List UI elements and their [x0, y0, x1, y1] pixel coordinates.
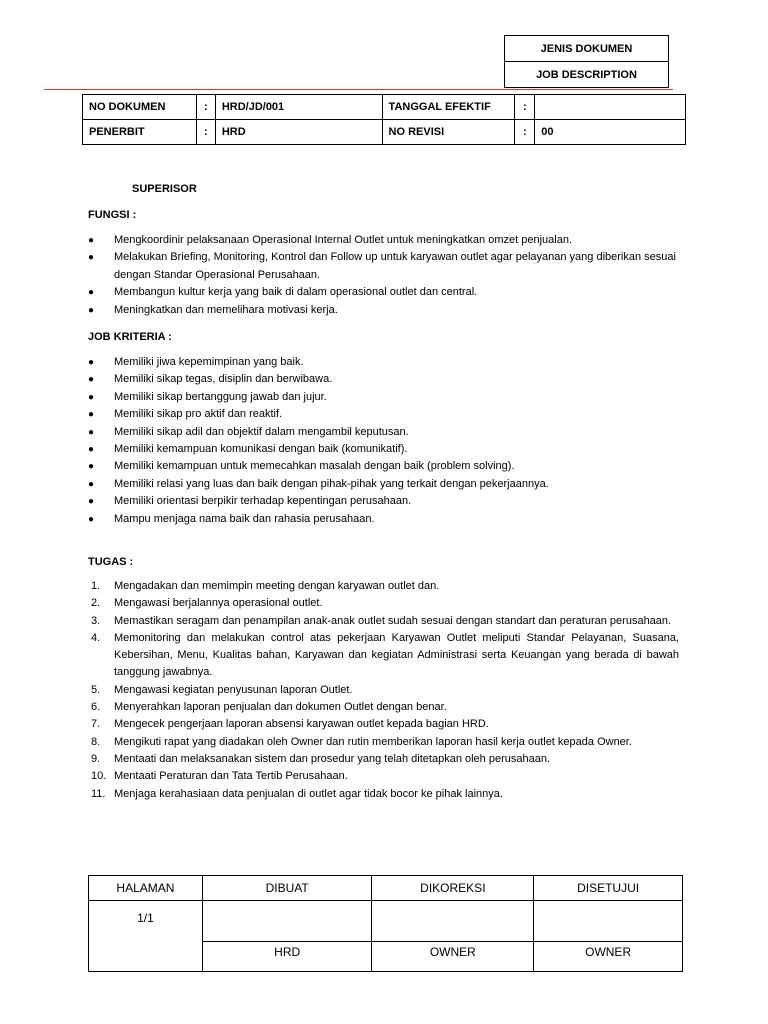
- tanggal-efektif-value: [535, 95, 686, 120]
- bullet-icon: ●: [88, 374, 95, 386]
- no-revisi-value: 00: [535, 120, 686, 145]
- bullet-icon: ●: [88, 287, 95, 299]
- dibuat-signature-space: [202, 901, 372, 942]
- tugas-heading: TUGAS :: [88, 556, 134, 568]
- list-item: 1. Mengadakan dan memimpin meeting dengan karyawan outlet dan.: [88, 578, 679, 595]
- dikoreksi-signature-space: [372, 901, 534, 942]
- colon: :: [196, 120, 215, 145]
- no-dokumen-label: NO DOKUMEN: [83, 95, 197, 120]
- no-dokumen-value: HRD/JD/001: [215, 95, 382, 120]
- list-item: ● Memiliki sikap pro aktif dan reaktif.: [88, 406, 678, 423]
- bullet-icon: ●: [88, 357, 95, 368]
- item-number: 9.: [91, 752, 101, 765]
- dikoreksi-header: DIKOREKSI: [372, 876, 534, 901]
- approval-table: [88, 875, 683, 972]
- bullet-icon: ●: [88, 444, 95, 456]
- job-kriteria-heading: JOB KRITERIA :: [88, 331, 172, 343]
- list-item: ● Memiliki jiwa kepemimpinan yang baik.: [88, 354, 678, 371]
- fungsi-list: [88, 232, 678, 319]
- list-item: ● Mengkoordinir pelaksanaan Operasional Internal Outlet untuk meningkatkan omzet penjualan.: [88, 232, 678, 249]
- list-item: 2. Mengawasi berjalannya operasional outlet.: [88, 595, 679, 612]
- document-type-box: [504, 35, 669, 88]
- list-item: 6. Menyerahkan laporan penjualan dan dokumen Outlet dengan benar.: [88, 699, 679, 716]
- bullet-icon: ●: [88, 304, 95, 316]
- bullet-icon: ●: [88, 409, 95, 421]
- halaman-value: 1/1: [89, 901, 203, 972]
- disetujui-signature-space: [534, 901, 683, 942]
- bullet-icon: ●: [88, 478, 95, 490]
- list-item: ● Memiliki sikap bertanggung jawab dan jujur.: [88, 389, 678, 406]
- colon: :: [515, 95, 535, 120]
- colon: :: [515, 120, 535, 145]
- item-number: 11.: [91, 787, 106, 800]
- disetujui-header: DISETUJUI: [534, 876, 683, 901]
- list-item: 7. Mengecek pengerjaan laporan absensi karyawan outlet kepada bagian HRD.: [88, 716, 679, 733]
- item-number: 6.: [91, 701, 101, 714]
- item-number: 8.: [91, 735, 101, 748]
- list-item: 10. Mentaati Peraturan dan Tata Tertib Perusahaan.: [88, 768, 679, 785]
- dibuat-header: DIBUAT: [202, 876, 372, 901]
- document-info-table: [82, 94, 686, 145]
- bullet-icon: ●: [88, 513, 95, 525]
- item-number: 2.: [91, 597, 101, 610]
- list-item: 9. Mentaati dan melaksanakan sistem dan prosedur yang telah ditetapkan oleh perusahaan.: [88, 751, 679, 768]
- disetujui-signer: OWNER: [534, 942, 683, 972]
- job-kriteria-list: [88, 354, 678, 528]
- bullet-icon: ●: [88, 426, 95, 438]
- bullet-icon: ●: [88, 252, 95, 264]
- list-item: ● Mampu menjaga nama baik dan rahasia perusahaan.: [88, 511, 678, 528]
- dikoreksi-signer: OWNER: [372, 942, 534, 972]
- document-type-label: JENIS DOKUMEN: [505, 36, 669, 62]
- list-item: ● Memiliki orientasi berpikir terhadap kepentingan perusahaan.: [88, 493, 678, 510]
- dibuat-signer: HRD: [202, 942, 372, 972]
- item-number: 10.: [91, 770, 107, 783]
- item-number: 3.: [91, 614, 101, 627]
- list-item: 5. Mengawasi kegiatan penyusunan laporan Outlet.: [88, 682, 679, 699]
- item-number: 7.: [91, 718, 101, 731]
- fungsi-heading: FUNGSI :: [88, 209, 137, 221]
- list-item: ● Memiliki relasi yang luas dan baik dengan pihak-pihak yang terkait dengan pekerjaannya.: [88, 476, 678, 493]
- list-item: ● Meningkatkan dan memelihara motivasi kerja.: [88, 302, 678, 319]
- list-item: 3. Memastikan seragam dan penampilan anak-anak outlet sudah sesuai dengan standart dan peraturan perusahaan.: [88, 613, 679, 630]
- penerbit-value: HRD: [215, 120, 382, 145]
- colon: :: [196, 95, 215, 120]
- list-item: 11. Menjaga kerahasiaan data penjualan di outlet agar tidak bocor ke pihak lainnya.: [88, 786, 679, 803]
- tugas-list: [88, 578, 679, 803]
- list-item: ● Membangun kultur kerja yang baik di dalam operasional outlet dan central.: [88, 284, 678, 301]
- list-item: ● Memiliki sikap tegas, disiplin dan berwibawa.: [88, 371, 678, 388]
- item-number: 5.: [91, 683, 101, 696]
- no-revisi-label: NO REVISI: [382, 120, 515, 145]
- list-item: 8. Mengikuti rapat yang diadakan oleh Owner dan rutin memberikan laporan hasil kerja outlet kepada Owner.: [88, 734, 679, 751]
- bullet-icon: ●: [88, 235, 95, 246]
- list-item: ● Melakukan Briefing, Monitoring, Kontrol dan Follow up untuk karyawan outlet agar pelayanan yang diberikan sesuai dengan Standar Operasional Perusahaan.: [88, 251, 676, 281]
- list-item: ● Memiliki sikap adil dan objektif dalam mengambil keputusan.: [88, 424, 678, 441]
- item-number: 1.: [91, 580, 101, 592]
- role-title: SUPERISOR: [132, 183, 197, 195]
- bullet-icon: ●: [88, 391, 95, 403]
- tanggal-efektif-label: TANGGAL EFEKTIF: [382, 95, 515, 120]
- document-type-value: JOB DESCRIPTION: [505, 62, 669, 88]
- penerbit-label: PENERBIT: [83, 120, 197, 145]
- list-item: 4. Memonitoring dan melakukan control atas pekerjaan Karyawan Outlet meliputi Standar Pelayanan, Suasana, Kebersihan, Menu, Kualitas bahan, Karyawan dan kegiatan Administrasi serta Keuangan yang berada di bawah tanggung jawabnya.: [91, 631, 679, 679]
- halaman-header: HALAMAN: [89, 876, 203, 901]
- list-item: ● Memiliki kemampuan komunikasi dengan baik (komunikatif).: [88, 441, 678, 458]
- item-number: 4.: [91, 631, 101, 644]
- bullet-icon: ●: [88, 496, 95, 508]
- header-divider: [44, 89, 673, 90]
- list-item: ● Memiliki kemampuan untuk memecahkan masalah dengan baik (problem solving).: [88, 458, 678, 475]
- bullet-icon: ●: [88, 461, 95, 473]
